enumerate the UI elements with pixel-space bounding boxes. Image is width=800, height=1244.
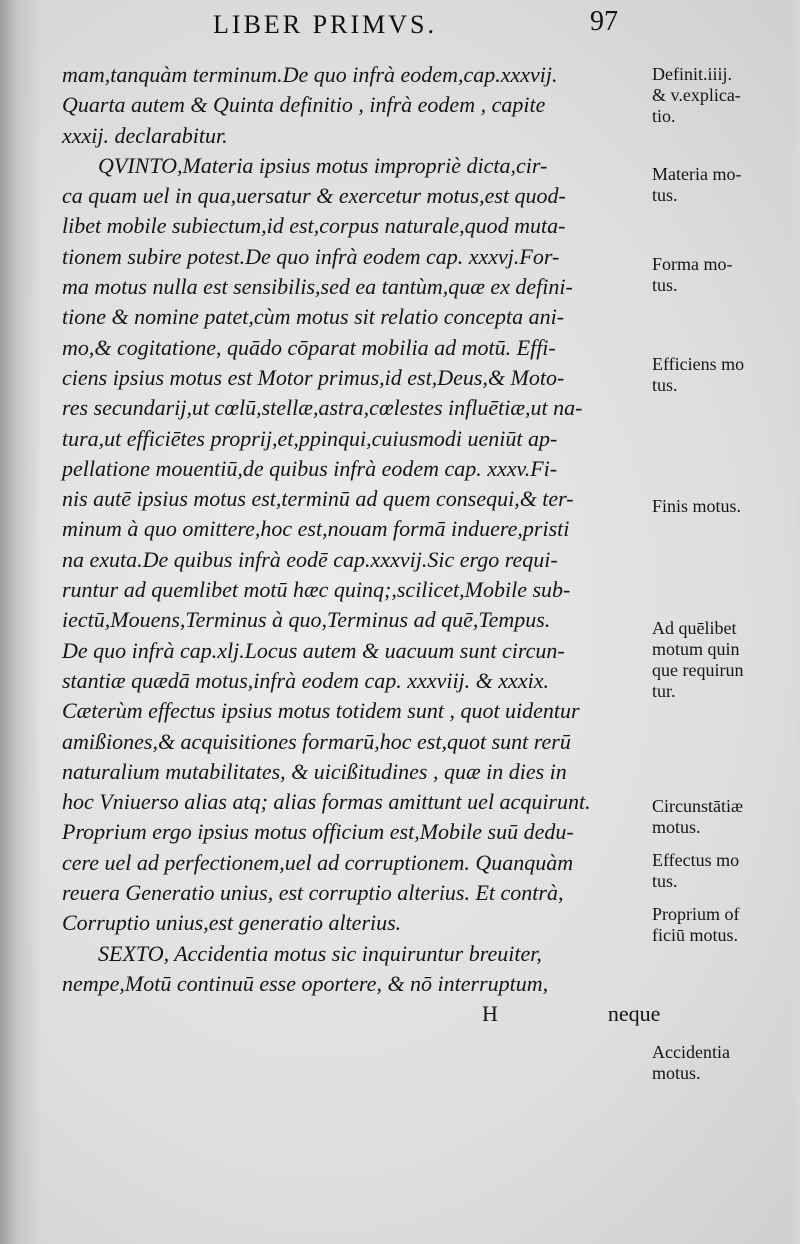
note-line: Effectus mo <box>652 850 740 870</box>
page-gutter-shadow <box>0 0 42 1244</box>
text-line: minum à quo omittere,hoc est,nouam formā induere,pristi <box>62 516 570 542</box>
note-line: motus. <box>652 1063 701 1083</box>
main-text-block <box>62 60 661 1030</box>
text-line: res secundarij,ut cœlū,stellæ,astra,cœlestes influētiæ,ut na- <box>62 395 583 421</box>
note-line: Accidentia <box>652 1042 730 1062</box>
text-line: xxxij. declarabitur. <box>62 122 228 148</box>
text-line: Proprium ergo ipsius motus officium est,Mobile suū dedu- <box>62 819 574 845</box>
note-line: tur. <box>652 681 676 701</box>
text-line: mam,tanquàm terminum.De quo infrà eodem,cap.xxxvij. <box>62 62 558 87</box>
note-line: Circunstātiæ <box>652 796 743 816</box>
note-line: tus. <box>652 375 678 395</box>
marginal-note <box>652 618 800 702</box>
catchword: neque <box>607 1001 661 1027</box>
text-line: libet mobile subiectum,id est,corpus naturale,quod muta- <box>62 213 566 239</box>
page-number: 97 <box>590 6 618 37</box>
text-line: ma motus nulla est sensibilis,sed ea tantùm,quæ ex defini- <box>62 274 573 300</box>
note-line: tio. <box>652 106 676 126</box>
text-line: stantiæ quædā motus,infrà eodem cap. xxxviij. & xxxix. <box>62 667 549 693</box>
note-line: Finis motus. <box>652 496 742 516</box>
marginal-note <box>652 64 800 127</box>
marginal-note <box>652 254 800 296</box>
text-line: pellatione mouentiū,de quibus infrà eodem cap. xxxv.Fi- <box>62 455 558 481</box>
text-line: Corruptio unius,est generatio alterius. <box>62 910 402 936</box>
marginal-note <box>652 850 800 892</box>
text-line: nempe,Motū continuū esse oportere, & nō interruptum, <box>62 970 549 996</box>
text-line: ciens ipsius motus est Motor primus,id est,Deus,& Moto- <box>62 364 565 390</box>
note-line: Forma mo- <box>652 254 733 274</box>
marginal-note <box>652 1042 800 1084</box>
catchword-line <box>62 999 661 1029</box>
text-line: Quarta autem & Quinta definitio , infrà eodem , capite <box>62 92 546 118</box>
note-line: ficiū motus. <box>652 925 738 945</box>
signature-mark: H <box>482 1001 498 1027</box>
note-line: Materia mo- <box>652 164 742 184</box>
text-line: nis autē ipsius motus est,terminū ad quem consequi,& ter- <box>62 486 574 512</box>
note-line: tus. <box>652 871 678 891</box>
text-line: QVINTO,Materia ipsius motus impropriè dicta,cir- <box>98 152 548 178</box>
text-line: SEXTO, Accidentia motus sic inquiruntur breuiter, <box>98 940 542 966</box>
text-line: amißiones,& acquisitiones formarū,hoc est,quot sunt rerū <box>62 728 571 754</box>
text-line: reuera Generatio unius, est corruptio alterius. Et contrà, <box>62 880 564 906</box>
text-line: na exuta.De quibus infrà eodē cap.xxxvij.Sic ergo requi- <box>62 546 558 572</box>
text-line: hoc Vniuerso alias atq; alias formas amittunt uel acquirunt. <box>62 789 591 815</box>
note-line: Definit.iiij. <box>652 64 732 84</box>
text-line: tionem subire potest.De quo infrà eodem cap. xxxvj.For- <box>62 243 560 269</box>
note-line: motus. <box>652 817 701 837</box>
running-title: LIBER PRIMVS. <box>213 10 437 39</box>
note-line: Ad quēlibet <box>652 618 737 638</box>
text-line: naturalium mutabilitates, & uicißitudines , quæ in dies in <box>62 758 567 784</box>
text-line: ca quam uel in qua,uersatur & exercetur motus,est quod- <box>62 183 566 209</box>
marginal-note <box>652 354 800 396</box>
text-line: Cæterùm effectus ipsius motus totidem sunt , quot uidentur <box>62 698 580 724</box>
text-line: tione & nomine patet,cùm motus sit relatio concepta ani- <box>62 304 565 330</box>
note-line: tus. <box>652 185 678 205</box>
text-line: iectū,Mouens,Terminus à quo,Terminus ad quē,Tempus. <box>62 607 551 633</box>
text-line: De quo infrà cap.xlj.Locus autem & uacuum sunt circun- <box>62 637 565 663</box>
marginal-note <box>652 164 800 206</box>
note-line: tus. <box>652 275 678 295</box>
text-line: tura,ut efficiētes proprij,et,ppinqui,cuiusmodi ueniūt ap- <box>62 425 558 451</box>
note-line: que requirun <box>652 660 744 680</box>
marginal-note <box>652 496 800 517</box>
marginal-note <box>652 796 800 838</box>
note-line: Proprium of <box>652 904 740 924</box>
note-line: & v.explica- <box>652 85 741 105</box>
note-line: Efficiens mo <box>652 354 745 374</box>
text-line: cere uel ad perfectionem,uel ad corruptionem. Quanquàm <box>62 849 574 875</box>
text-line: mo,& cogitatione, quādo cōparat mobilia ad motū. Effi- <box>62 334 556 360</box>
note-line: motum quin <box>652 639 740 659</box>
marginal-note <box>652 904 800 946</box>
text-line: runtur ad quemlibet motū hæc quinq;,scilicet,Mobile sub- <box>62 577 571 603</box>
